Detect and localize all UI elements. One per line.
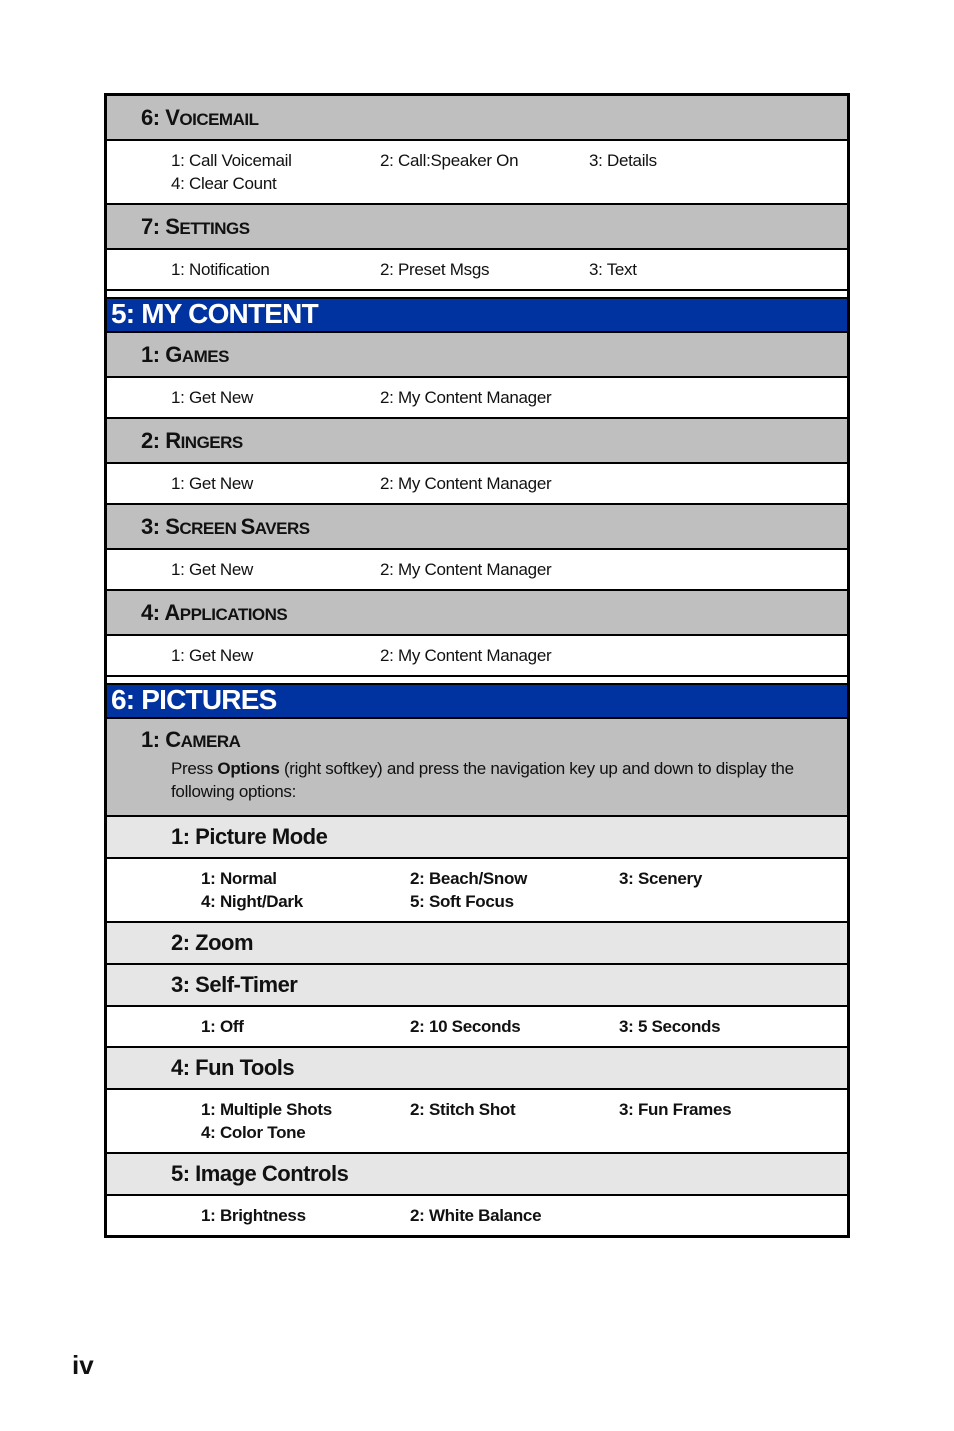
menu-item: 1: Get New xyxy=(171,645,254,665)
item-row xyxy=(171,644,847,667)
fun-tools-items xyxy=(107,1090,847,1154)
screen-savers-items xyxy=(107,550,847,591)
section-header-ringers xyxy=(107,419,847,464)
menu-item: 2: Preset Msgs xyxy=(380,259,490,279)
section-header-games xyxy=(107,333,847,378)
menu-item: 3: Details xyxy=(589,150,657,170)
menu-item: 3: Scenery xyxy=(619,868,702,888)
band-title: 6: PICTURES xyxy=(111,684,277,715)
menu-item: 1: Notification xyxy=(171,259,270,279)
menu-item: 2: My Content Manager xyxy=(380,645,552,665)
menu-item: 1: Multiple Shots xyxy=(201,1099,332,1119)
subsection-picture-mode xyxy=(107,817,847,859)
band-title: 5: MY CONTENT xyxy=(111,298,318,329)
menu-item: 1: Off xyxy=(201,1016,244,1036)
section-title: 4: APPLICATIONS xyxy=(141,599,288,625)
menu-item: 5: Soft Focus xyxy=(410,891,514,911)
section-header-camera xyxy=(107,719,847,817)
ringers-items xyxy=(107,464,847,505)
menu-item: 1: Call Voicemail xyxy=(171,150,292,170)
menu-item: 3: Fun Frames xyxy=(619,1099,732,1119)
menu-item: 3: Text xyxy=(589,259,637,279)
item-row xyxy=(171,558,847,581)
section-title: 1: CAMERA xyxy=(141,727,241,752)
menu-table xyxy=(104,93,850,1238)
voicemail-items xyxy=(107,141,847,205)
menu-item: 2: White Balance xyxy=(410,1205,542,1225)
menu-item: 2: Stitch Shot xyxy=(410,1099,516,1119)
item-row xyxy=(171,386,847,409)
section-title: 6: VOICEMAIL xyxy=(141,104,259,130)
section-header-applications xyxy=(107,591,847,636)
applications-items xyxy=(107,636,847,677)
item-row xyxy=(201,1204,847,1227)
section-header-screen-savers xyxy=(107,505,847,550)
picture-mode-items xyxy=(107,859,847,923)
band-my-content xyxy=(107,291,847,333)
section-title: 2: RINGERS xyxy=(141,427,243,453)
page-number: iv xyxy=(72,1350,94,1380)
item-row xyxy=(201,1015,847,1038)
menu-item: 2: 10 Seconds xyxy=(410,1016,521,1036)
section-title: 3: SCREEN SAVERS xyxy=(141,513,310,539)
games-items xyxy=(107,378,847,419)
item-row xyxy=(171,472,847,495)
settings-items xyxy=(107,250,847,291)
menu-item: 1: Normal xyxy=(201,868,277,888)
item-row xyxy=(201,867,847,890)
subsection-title: 4: Fun Tools xyxy=(171,1055,295,1080)
menu-item: 4: Clear Count xyxy=(171,173,277,193)
item-row xyxy=(201,1098,847,1121)
subsection-self-timer xyxy=(107,965,847,1007)
menu-item: 2: My Content Manager xyxy=(380,387,552,407)
menu-item: 4: Night/Dark xyxy=(201,891,303,911)
section-header-settings xyxy=(107,205,847,250)
subsection-zoom xyxy=(107,923,847,965)
subsection-image-controls xyxy=(107,1154,847,1196)
self-timer-items xyxy=(107,1007,847,1048)
menu-item: 1: Brightness xyxy=(201,1205,306,1225)
camera-description: Press Options (right softkey) and press the navigation key up and down to display the following options: xyxy=(171,759,794,801)
menu-item: 2: My Content Manager xyxy=(380,473,552,493)
section-title: 1: GAMES xyxy=(141,341,229,367)
band-pictures xyxy=(107,677,847,719)
subsection-title: 5: Image Controls xyxy=(171,1161,349,1186)
menu-item: 1: Get New xyxy=(171,387,254,407)
section-title: 7: SETTINGS xyxy=(141,213,250,239)
subsection-fun-tools xyxy=(107,1048,847,1090)
item-row xyxy=(171,258,847,281)
menu-item: 1: Get New xyxy=(171,559,254,579)
item-row xyxy=(171,149,847,172)
menu-item: 2: My Content Manager xyxy=(380,559,552,579)
image-controls-items xyxy=(107,1196,847,1235)
menu-item: 3: 5 Seconds xyxy=(619,1016,721,1036)
subsection-title: 3: Self-Timer xyxy=(171,972,298,997)
menu-item: 2: Call:Speaker On xyxy=(380,150,519,170)
item-row xyxy=(201,890,847,913)
section-header-voicemail xyxy=(107,96,847,141)
menu-item: 4: Color Tone xyxy=(201,1122,306,1142)
menu-item: 1: Get New xyxy=(171,473,254,493)
subsection-title: 1: Picture Mode xyxy=(171,824,328,849)
menu-item: 2: Beach/Snow xyxy=(410,868,528,888)
item-row xyxy=(171,172,847,195)
subsection-title: 2: Zoom xyxy=(171,930,254,955)
item-row xyxy=(201,1121,847,1144)
